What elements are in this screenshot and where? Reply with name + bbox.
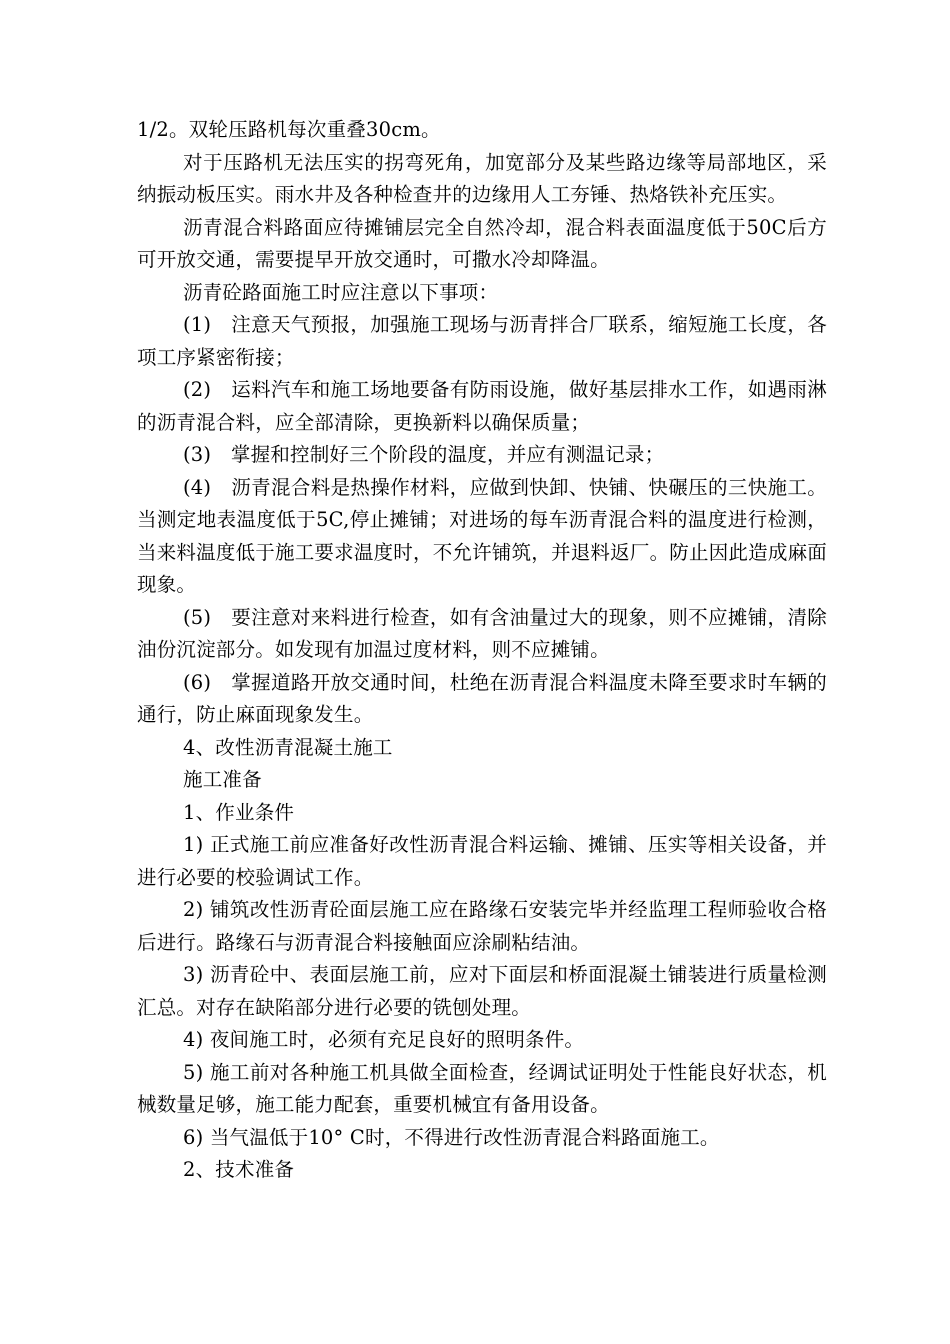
subsection-heading: 1、作业条件 xyxy=(183,800,295,824)
list-item: (5) 要注意对来料进行检查，如有含油量过大的现象，则不应摊铺，清除油份沉淀部分。如发现有加温过度材料，则不应摊铺。 xyxy=(137,605,827,661)
list-item: 2) 铺筑改性沥青砼面层施工应在路缘石安装完毕并经监理工程师验收合格后进行。路缘石与沥青混合料接触面应涂刷粘结油。 xyxy=(137,898,827,954)
list-item: (4) 沥青混合料是热操作材料，应做到快卸、快铺、快碾压的三快施工。当测定地表温度低于5C,停止摊铺；对进场的每车沥青混合料的温度进行检测，当来料温度低于施工要求温度时，不允许铺筑，并退料返厂。防止因此造成麻面现象。 xyxy=(137,475,827,596)
list-item: (1) 注意天气预报，加强施工现场与沥青拌合厂联系，缩短施工长度，各项工序紧密衔接； xyxy=(137,313,827,369)
section-heading: 4、改性沥青混凝土施工 xyxy=(183,735,393,759)
list-item: 3) 沥青砼中、表面层施工前，应对下面层和桥面混凝土铺装进行质量检测汇总。对存在缺陷部分进行必要的铣刨处理。 xyxy=(137,963,827,1019)
list-item: (6) 掌握道路开放交通时间，杜绝在沥青混合料温度未降至要求时车辆的通行，防止麻面现象发生。 xyxy=(137,670,827,726)
paragraph: 沥青混合料路面应待摊铺层完全自然冷却，混合料表面温度低于50C后方可开放交通，需要提早开放交通时，可撒水冷却降温。 xyxy=(137,215,827,271)
list-item: (2) 运料汽车和施工场地要备有防雨设施，做好基层排水工作，如遇雨淋的沥青混合料，应全部清除，更换新料以确保质量； xyxy=(137,378,827,434)
list-item: 5) 施工前对各种施工机具做全面检查，经调试证明处于性能良好状态，机械数量足够，施工能力配套，重要机械宜有备用设备。 xyxy=(137,1060,827,1116)
list-item: 1) 正式施工前应准备好改性沥青混合料运输、摊铺、压实等相关设备，并进行必要的校验调试工作。 xyxy=(137,833,827,889)
paragraph: 对于压路机无法压实的拐弯死角，加宽部分及某些路边缘等局部地区，采纳振动板压实。雨水井及各种检查井的边缘用人工夯锤、热烙铁补充压实。 xyxy=(137,150,827,206)
subsection-heading: 2、技术准备 xyxy=(183,1158,295,1181)
paragraph: 沥青砼路面施工时应注意以下事项： xyxy=(183,280,499,304)
list-item: (3) 掌握和控制好三个阶段的温度，并应有测温记录； xyxy=(183,443,665,466)
list-item: 6) 当气温低于10° C时，不得进行改性沥青混合料路面施工。 xyxy=(183,1125,720,1149)
document-page xyxy=(137,114,827,1187)
paragraph: 1/2。双轮压路机每次重叠30cm。 xyxy=(137,118,441,141)
list-item: 4) 夜间施工时，必须有充足良好的照明条件。 xyxy=(183,1028,585,1051)
subsection-heading: 施工准备 xyxy=(183,768,262,791)
